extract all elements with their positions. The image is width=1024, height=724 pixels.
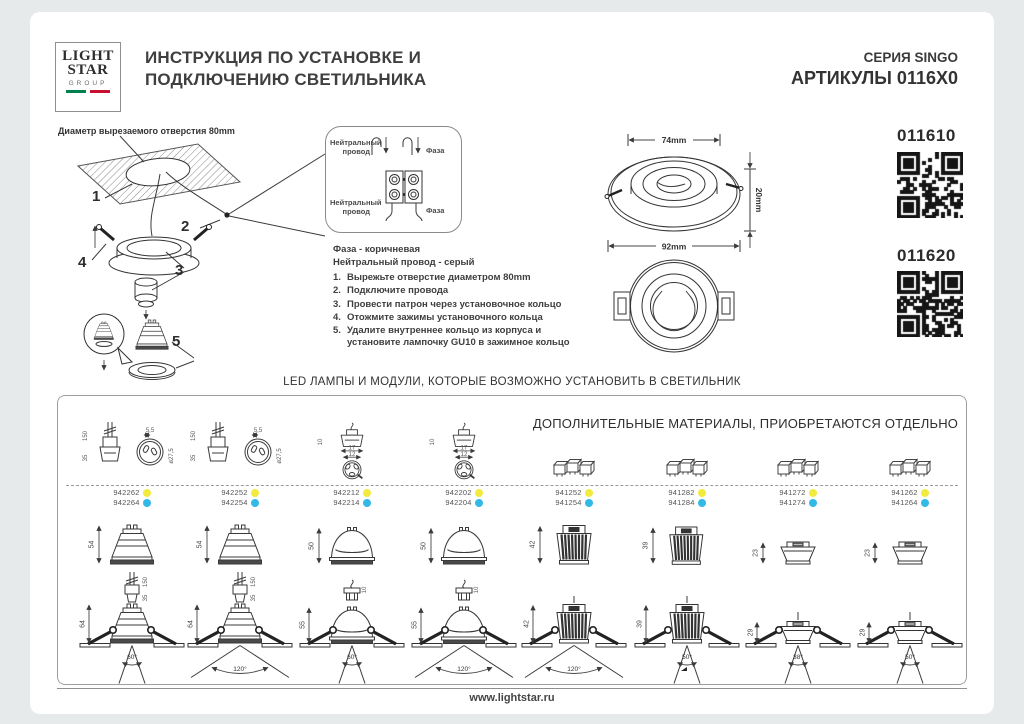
step-marker-3: 3 (175, 262, 184, 279)
svg-text:35: 35 (83, 454, 89, 462)
beam-angle: 120° (457, 666, 471, 673)
cyan-dot (585, 499, 593, 507)
svg-text:55: 55 (299, 621, 307, 629)
svg-text:55: 55 (411, 621, 419, 629)
phase-color-note: Фаза - коричневая (333, 244, 420, 255)
article-code-011610: 011610 (897, 126, 956, 145)
lamp-column-942262 (80, 396, 184, 686)
svg-text:42: 42 (523, 620, 531, 628)
article-codes: 941272 941274 (746, 488, 850, 507)
gu10-lamp-drawing (80, 516, 184, 574)
mr16-plug-icon (412, 422, 516, 480)
lamp-column-941272 (746, 396, 850, 686)
flag-red (90, 90, 110, 93)
beam-angle: 60° (347, 654, 357, 661)
lamp-column-942212 (300, 396, 404, 686)
yellow-dot (143, 489, 151, 497)
cyan-dot (698, 499, 706, 507)
installed-view (746, 570, 850, 686)
installed-view (300, 570, 404, 686)
svg-text:29: 29 (747, 628, 755, 637)
neutral-color-note: Нейтральный провод - серый (333, 257, 475, 268)
height-20-label: 20mm (754, 187, 764, 213)
logo-text: LIGHT (62, 48, 114, 64)
led-module-drawing (635, 516, 739, 574)
mr16-lamp-drawing (300, 516, 404, 574)
cyan-dot (921, 499, 929, 507)
svg-text:5,5: 5,5 (253, 428, 263, 434)
step-marker-2: 2 (181, 218, 190, 235)
wire-color-notes (333, 243, 474, 269)
cyan-dot (809, 499, 817, 507)
svg-text:54: 54 (196, 540, 204, 549)
svg-text:17: 17 (348, 445, 356, 452)
hole-diameter-label: Диаметр вырезаемого отверстия 80mm (58, 126, 235, 136)
yellow-dot (809, 489, 817, 497)
installed-view (188, 570, 292, 686)
svg-text:50: 50 (420, 542, 428, 550)
svg-text:50: 50 (308, 542, 316, 550)
beam-angle: 38° (793, 654, 803, 661)
cyan-dot (143, 499, 151, 507)
svg-text:10: 10 (318, 438, 324, 446)
beam-angle: 50° (682, 654, 692, 661)
gu10-socket-icon (80, 422, 184, 480)
svg-text:150: 150 (143, 576, 149, 588)
svg-text:150: 150 (251, 576, 257, 588)
install-step: 5. Удалите внутреннее кольцо из корпуса и установите лампочку GU10 в зажимное кольцо (333, 325, 570, 348)
article-codes: 941262 941264 (858, 488, 962, 507)
extra-materials-title: ДОПОЛНИТЕЛЬНЫЕ МАТЕРИАЛЫ, ПРИОБРЕТАЮТСЯ ОТДЕЛЬНО (532, 416, 959, 431)
article-code-011620: 011620 (897, 246, 956, 265)
step-marker-1: 1 (92, 188, 101, 205)
neutral-wire-label-bottom: Нейтральный провод (330, 198, 382, 216)
step-marker-5: 5 (172, 333, 181, 350)
yellow-dot (251, 489, 259, 497)
article-codes: 942262 942264 (80, 488, 184, 507)
svg-text:39: 39 (642, 541, 650, 550)
article-codes: 942252 942254 (188, 488, 292, 507)
qr-code-011610 (897, 152, 963, 218)
website-url: www.lightstar.ru (469, 692, 555, 704)
svg-text:64: 64 (187, 620, 195, 628)
beam-angle: 60° (127, 654, 137, 661)
mr16-lamp-drawing (412, 516, 516, 574)
svg-text:12: 12 (460, 452, 468, 458)
svg-text:10: 10 (430, 438, 436, 446)
qr-code-011620 (897, 271, 963, 337)
article-codes: 942202 942204 (412, 488, 516, 507)
installed-view (522, 570, 626, 686)
yellow-dot (585, 489, 593, 497)
install-step: 4. Отожмите зажимы установочного кольца (333, 311, 543, 323)
svg-text:ø27,5: ø27,5 (277, 448, 283, 464)
cyan-dot (363, 499, 371, 507)
gu10-socket-icon (188, 422, 292, 480)
lamp-column-941252 (522, 396, 626, 686)
yellow-dot (698, 489, 706, 497)
step-marker-4: 4 (78, 254, 87, 271)
led-module-icon (635, 422, 739, 480)
led-module-icon (746, 422, 850, 480)
installation-steps (333, 272, 571, 350)
series-label: СЕРИЯ SINGO (863, 50, 958, 65)
svg-text:10: 10 (362, 586, 368, 594)
installed-view (412, 570, 516, 686)
led-module-icon (522, 422, 626, 480)
lamp-column-942252 (188, 396, 292, 686)
cyan-dot (475, 499, 483, 507)
footer-divider (57, 688, 967, 689)
install-diagram (48, 120, 340, 388)
phase-wire-label-top: Фаза (426, 146, 445, 155)
svg-text:42: 42 (529, 540, 537, 549)
width-92-label: 92mm (661, 241, 687, 252)
page-title: ИНСТРУКЦИЯ ПО УСТАНОВКЕ И ПОДКЛЮЧЕНИЮ СВЕТИЛЬНИКА (145, 48, 427, 90)
yellow-dot (475, 489, 483, 497)
svg-text:35: 35 (251, 594, 257, 602)
svg-text:17: 17 (460, 445, 468, 452)
installed-view (635, 570, 739, 686)
lamp-column-941282 (635, 396, 739, 686)
phase-wire-label-bottom: Фаза (426, 206, 445, 215)
lamp-column-942202 (412, 396, 516, 686)
beam-angle: 120° (233, 666, 247, 673)
svg-text:12: 12 (348, 452, 356, 458)
install-step: 1. Вырежьте отверстие диаметром 80mm (333, 272, 531, 283)
svg-text:5,5: 5,5 (145, 428, 155, 434)
svg-text:23: 23 (864, 549, 872, 557)
svg-text:35: 35 (191, 454, 197, 462)
svg-text:29: 29 (859, 628, 867, 637)
svg-text:64: 64 (79, 620, 87, 628)
svg-text:ø27,5: ø27,5 (169, 448, 175, 464)
beam-angle: 120° (567, 666, 581, 673)
article-codes: 941252 941254 (522, 488, 626, 507)
articles-label: АРТИКУЛЫ 0116X0 (791, 68, 958, 88)
led-module-icon (858, 422, 962, 480)
led-module-drawing (858, 516, 962, 574)
width-74-label: 74mm (661, 135, 687, 145)
installed-view (80, 570, 184, 686)
led-module-drawing (746, 516, 850, 574)
dimensions-diagram (598, 122, 888, 358)
neutral-wire-label-top: Нейтральный провод (330, 138, 382, 156)
mr16-plug-icon (300, 422, 404, 480)
led-module-drawing (522, 516, 626, 574)
article-codes: 941282 941284 (635, 488, 739, 507)
lamp-column-941262 (858, 396, 962, 686)
yellow-dot (921, 489, 929, 497)
svg-text:39: 39 (636, 620, 644, 628)
svg-text:10: 10 (474, 586, 480, 594)
wiring-diagram-box (325, 126, 462, 233)
install-step: 3. Провести патрон через установочное кольцо (333, 298, 562, 310)
lamps-panel (57, 395, 967, 685)
lamps-section-title: LED ЛАМПЫ И МОДУЛИ, КОТОРЫЕ ВОЗМОЖНО УСТАНОВИТЬ В СВЕТИЛЬНИК (283, 376, 741, 388)
installed-view (858, 570, 962, 686)
beam-angle: 50° (905, 654, 915, 661)
gu10-lamp-drawing (188, 516, 292, 574)
svg-text:150: 150 (191, 430, 197, 442)
svg-text:23: 23 (752, 549, 760, 557)
cyan-dot (251, 499, 259, 507)
lightstar-logo: LIGHT STAR GROUP (55, 42, 121, 112)
dimmable-mark (681, 667, 687, 671)
yellow-dot (363, 489, 371, 497)
flag-green (66, 90, 86, 93)
article-codes: 942212 942214 (300, 488, 404, 507)
install-step: 2. Подключите провода (333, 285, 449, 297)
svg-text:35: 35 (143, 594, 149, 602)
svg-text:150: 150 (83, 430, 89, 442)
logo-flag (66, 90, 110, 94)
svg-text:54: 54 (88, 540, 96, 549)
